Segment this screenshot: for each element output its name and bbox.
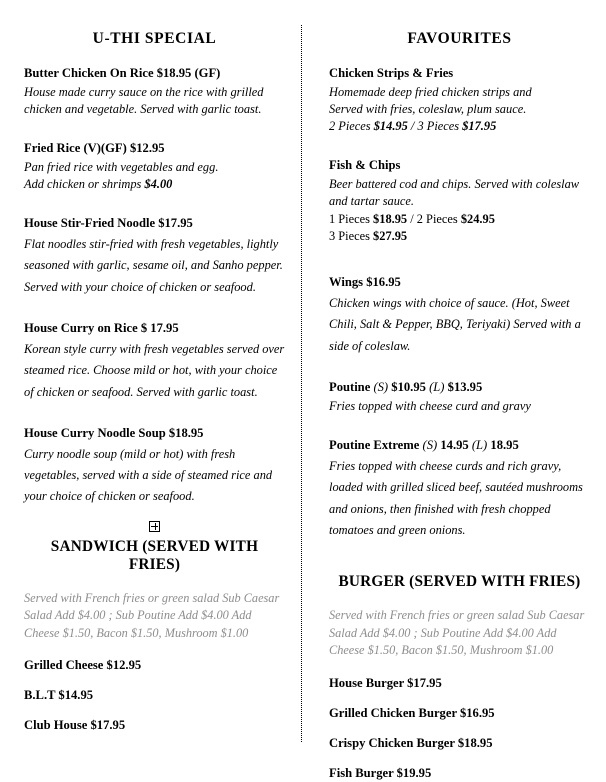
menu-item	[24, 65, 285, 118]
add-box-icon-wrap	[24, 521, 285, 532]
item-name: Wings $16.95	[329, 275, 401, 290]
item-name: Fish & Chips	[329, 158, 401, 173]
list-item: Fish Burger $19.95	[329, 765, 432, 780]
section-title-burger: BURGER (SERVED WITH FRIES)	[338, 573, 581, 591]
section-title-sandwich: SANDWICH (SERVED WITH FRIES)	[50, 537, 259, 573]
list-item: B.L.T $14.95	[24, 688, 94, 703]
size-large-label: (L)	[429, 380, 445, 395]
item-price-line	[329, 228, 590, 245]
menu-item	[329, 65, 590, 135]
item-addon-line	[24, 176, 285, 193]
size-small-label: (S)	[422, 438, 438, 453]
menu-item	[24, 425, 285, 508]
item-name: House Curry Noodle Soup $18.95	[24, 425, 204, 440]
price-value: $27.95	[373, 228, 408, 243]
menu-item	[329, 157, 590, 245]
menu-item	[329, 379, 590, 415]
menu-item	[24, 140, 285, 193]
price-value: $14.95	[373, 119, 408, 134]
item-name: House Stir-Fried Noodle $17.95	[24, 216, 193, 231]
burger-note: Served with French fries or green salad Sub Caesar Salad Add $4.00 ; Sub Poutine Add $4.00 Add Cheese $1.50, Bacon $1.50, Mushroom $1.00	[329, 608, 585, 658]
item-description: Fries topped with cheese curd and gravy	[329, 399, 531, 413]
item-description: Pan fried rice with vegetables and egg.	[24, 159, 219, 174]
section-title-special: U-THI SPECIAL	[92, 30, 217, 47]
right-column	[303, 0, 606, 782]
item-name	[329, 379, 590, 397]
item-price-line	[329, 211, 590, 228]
item-name	[329, 437, 590, 455]
item-name: Chicken Strips & Fries	[329, 66, 454, 80]
item-description: Homemade deep fried chicken strips and	[329, 84, 532, 99]
item-name: House Curry on Rice $ 17.95	[24, 321, 179, 336]
list-item: Crispy Chicken Burger $18.95	[329, 735, 493, 750]
menu-item	[329, 274, 590, 357]
price-label: 1 Pieces	[329, 211, 374, 226]
price-label: 2 Pieces	[329, 119, 374, 134]
item-description: Korean style curry with fresh vegetables served over steamed rice. Choose mild or hot, with your choice of chicken or seafood. Served with garlic toast.	[24, 341, 285, 399]
item-description: Served with fries, coleslaw, plum sauce.	[329, 101, 527, 116]
item-name-main: Poutine	[329, 380, 371, 395]
size-small-price: 14.95	[440, 438, 469, 453]
add-box-icon[interactable]	[149, 521, 160, 532]
item-description: Fries topped with cheese curds and rich gravy, loaded with grilled sliced beef, sautéed mushrooms and onions, then finished with fresh chopped tomatoes and green onions.	[329, 458, 583, 537]
menu-item	[24, 320, 285, 403]
size-small-label: (S)	[373, 380, 389, 395]
item-price-line	[329, 118, 590, 135]
item-addon-price: $4.00	[144, 177, 173, 192]
list-item: Club House $17.95	[24, 718, 126, 733]
item-description: House made curry sauce on the rice with grilled chicken and vegetable. Served with garlic toast.	[24, 84, 264, 116]
size-large-price: 18.95	[490, 438, 519, 453]
item-name: Butter Chicken On Rice $18.95 (GF)	[24, 66, 221, 80]
price-separator: /	[407, 211, 417, 226]
price-separator: /	[407, 119, 418, 134]
size-large-label: (L)	[471, 438, 488, 453]
menu-item	[24, 215, 285, 298]
price-value: $18.95	[373, 211, 408, 226]
sandwich-note: Served with French fries or green salad Sub Caesar Salad Add $4.00 ; Sub Poutine Add $4.00 Add Cheese $1.50, Bacon $1.50, Mushroom $1.00	[24, 590, 280, 640]
item-description: Flat noodles stir-fried with fresh vegetables, lightly seasoned with garlic, sesame oil, and Sanho pepper. Served with your choice of chicken or seafood.	[24, 237, 283, 294]
section-title-favourites: FAVOURITES	[407, 30, 512, 47]
list-item: Grilled Chicken Burger $16.95	[329, 705, 495, 720]
price-value: $17.95	[462, 119, 497, 134]
item-description: Beer battered cod and chips. Served with coleslaw and tartar sauce.	[329, 177, 580, 209]
item-description: Chicken wings with choice of sauce. (Hot, Sweet Chili, Salt & Pepper, BBQ, Teriyaki) Served with a side of coleslaw.	[329, 296, 581, 353]
list-item: House Burger $17.95	[329, 675, 442, 690]
price-label: 2 Pieces	[416, 211, 461, 226]
list-item: Grilled Cheese $12.95	[24, 658, 142, 673]
item-name-main: Poutine Extreme	[329, 438, 420, 453]
size-small-price: $10.95	[391, 380, 426, 395]
price-label: 3 Pieces	[329, 228, 374, 243]
size-large-price: $13.95	[447, 380, 483, 395]
menu-item	[329, 437, 590, 541]
price-label: 3 Pieces	[417, 119, 463, 134]
item-description: Curry noodle soup (mild or hot) with fresh vegetables, served with a side of steamed rice and your choice of chicken or seafood.	[24, 446, 273, 504]
item-name: Fried Rice (V)(GF) $12.95	[24, 141, 165, 156]
price-value: $24.95	[460, 211, 495, 226]
item-addon-text: Add chicken or shrimps	[24, 177, 145, 192]
